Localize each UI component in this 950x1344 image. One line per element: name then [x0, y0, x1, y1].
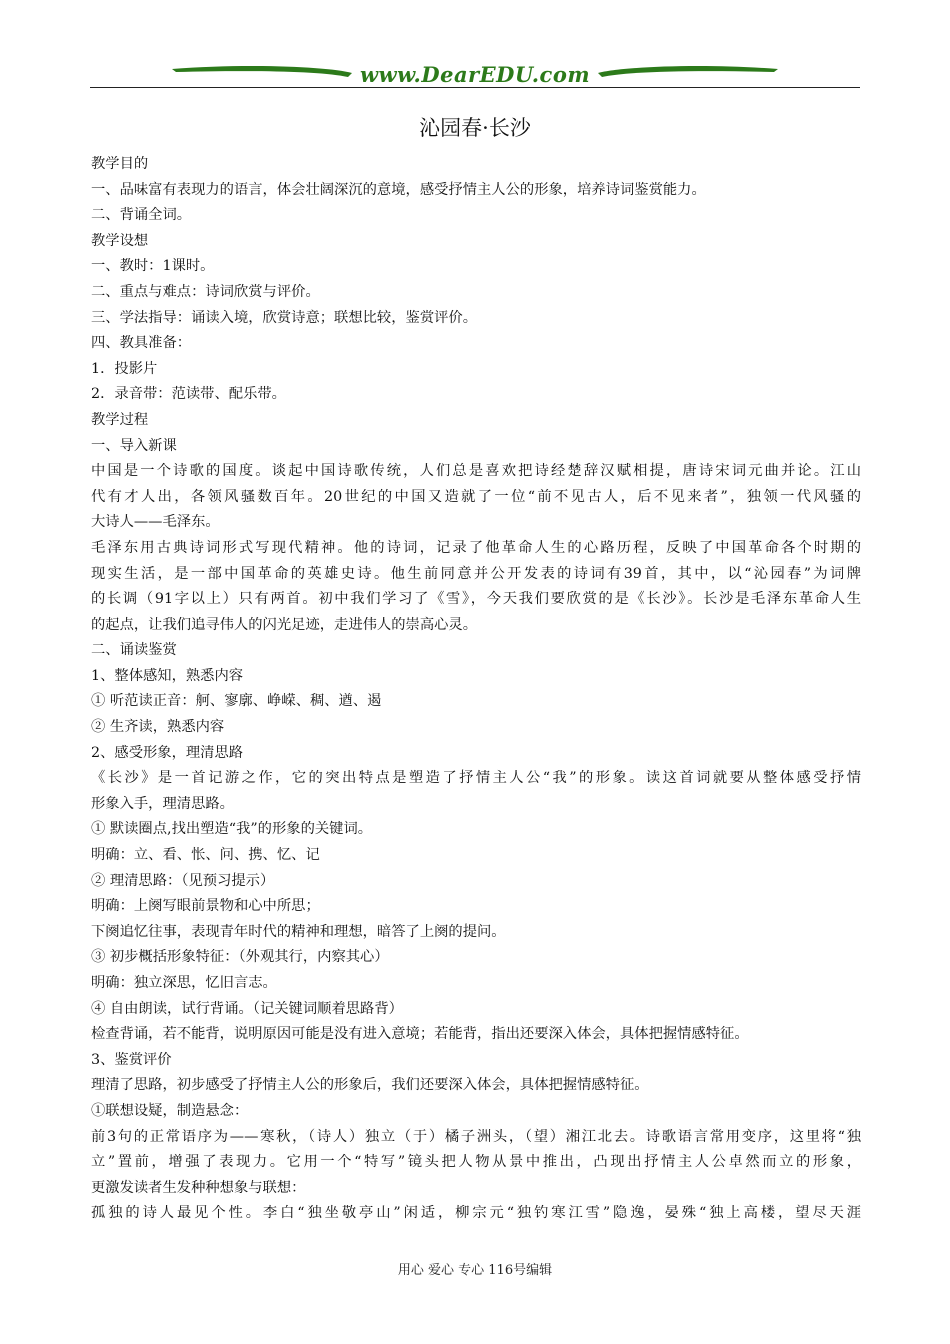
body-line: ② 理清思路：（见预习提示） — [91, 872, 275, 889]
body-line: 一、品味富有表现力的语言，体会壮阔深沉的意境，感受抒情主人公的形象，培养诗词鉴赏能力。 — [91, 181, 706, 198]
body-line: ①联想设疑，制造悬念： — [91, 1102, 249, 1119]
body-line: 更激发读者生发种种想象与联想： — [91, 1179, 306, 1196]
body-line: 二、背诵全词。 — [91, 207, 192, 224]
body-line: 3、鉴赏评价 — [91, 1051, 172, 1068]
document-title: 沁园春·长沙 — [419, 116, 531, 140]
body-line: 现实生活，是一部中国革命的英雄史诗。他生前同意并公开发表的诗词有39首，其中，以“沁园春”为词牌 — [91, 565, 861, 582]
site-header — [90, 58, 860, 90]
body-line: 三、学法指导：诵读入境，欣赏诗意；联想比较，鉴赏评价。 — [91, 309, 478, 326]
body-line: 二、重点与难点：诗词欣赏与评价。 — [91, 283, 320, 300]
body-line: 四、教具准备： — [91, 335, 192, 352]
body-line: ④ 自由朗读，试行背诵。（记关键词顺着思路背） — [91, 1000, 403, 1017]
body-line: 毛泽东用古典诗词形式写现代精神。他的诗词，记录了他革命人生的心路历程，反映了中国革命各个时期的 — [91, 539, 861, 556]
body-line: 明确：立、看、怅、问、携、忆、记 — [91, 847, 320, 864]
body-line: 中国是一个诗歌的国度。谈起中国诗歌传统，人们总是喜欢把诗经楚辞汉赋相提，唐诗宋词元曲并论。江山 — [91, 463, 861, 480]
body-line: 《长沙》是一首记游之作，它的突出特点是塑造了抒情主人公“我”的形象。读这首词就要从整体感受抒情 — [91, 770, 861, 787]
body-line: 大诗人——毛泽东。 — [91, 514, 220, 531]
body-line: 前3句的正常语序为——寒秋，（诗人）独立（于）橘子洲头，（望）湘江北去。诗歌语言常用变序，这里将“独 — [91, 1128, 861, 1145]
body-line: ① 默读圈点,找出塑造“我”的形象的关键词。 — [91, 821, 373, 838]
body-line: 明确：上阕写眼前景物和心中所思； — [91, 898, 320, 915]
page-footer: 用心 爱心 专心 116号编辑 — [397, 1263, 553, 1278]
body-line: 2、感受形象，理清思路 — [91, 744, 244, 761]
body-line: 的起点，让我们追寻伟人的闪光足迹，走进伟人的崇高心灵。 — [91, 616, 478, 633]
body-line: 检查背诵，若不能背，说明原因可能是没有进入意境；若能背，指出还要深入体会，具体把握情感特征。 — [91, 1026, 749, 1043]
body-line: 一、导入新课 — [91, 437, 177, 454]
body-line: 的长调（91字以上）只有两首。初中我们学习了《雪》，今天我们要欣赏的是《长沙》。长沙是毛泽东革命人生 — [91, 591, 861, 608]
body-line: 1、整体感知，熟悉内容 — [91, 667, 244, 684]
body-line: 教学设想 — [91, 232, 149, 249]
body-line: 明确：独立深思，忆旧言志。 — [91, 975, 277, 991]
site-logo-text[interactable]: www.DearEDU.com — [359, 62, 591, 87]
body-line: 一、教时：1课时。 — [91, 258, 215, 275]
body-line: 立”置前，增强了表现力。它用一个“特写”镜头把人物从景中推出，凸现出抒情主人公卓然而立的形象， — [91, 1154, 861, 1171]
body-line: 二、诵读鉴赏 — [91, 642, 177, 659]
body-line: 代有才人出，各领风骚数百年。20世纪的中国又造就了一位“前不见古人，后不见来者”，独领一代风骚的 — [91, 488, 861, 505]
body-line: 形象入手，理清思路。 — [91, 795, 234, 812]
body-line: ① 听范读正音：舸、寥廓、峥嵘、稠、遒、遏 — [91, 693, 382, 710]
body-line: 2．录音带：范读带、配乐带。 — [91, 386, 286, 403]
body-line: ② 生齐读，熟悉内容 — [91, 719, 225, 736]
body-line: 教学过程 — [91, 411, 149, 428]
body-line: 理清了思路，初步感受了抒情主人公的形象后，我们还要深入体会，具体把握情感特征。 — [91, 1077, 649, 1094]
header-divider — [90, 87, 860, 88]
body-line: 1．投影片 — [91, 360, 158, 377]
document-body — [91, 152, 861, 1227]
body-line: 孤独的诗人最见个性。李白“独坐敬亭山”闲适，柳宗元“独钓寒江雪”隐逸，晏殊“独上高楼，望尽天涯 — [91, 1205, 861, 1222]
body-line: 下阕追忆往事，表现青年时代的精神和理想，暗答了上阕的提问。 — [91, 923, 506, 940]
body-line: ③ 初步概括形象特征：（外观其行，内察其心） — [91, 949, 389, 966]
body-line: 教学目的 — [91, 156, 149, 172]
